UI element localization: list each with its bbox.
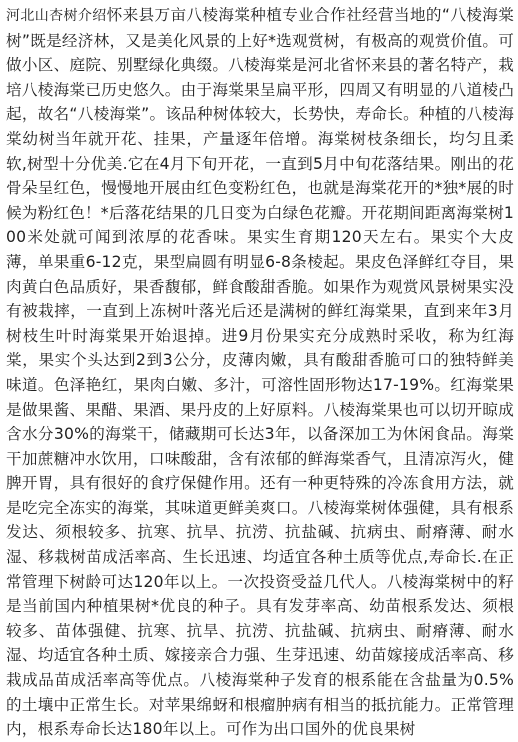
article-paragraph: 怀来县万亩八棱海棠种植专业合作社经营当地的“八棱海棠树”既是经济林，又是美化风景的上好*选观赏树，有极高的观赏价值。可做小区、庭院、别墅绿化典缀。八棱海棠是河北省怀来县的著名特产，栽培八棱海棠已历史悠久。由于海棠果呈扁平形，四周又有明显的八道棱凸起，故名“八棱海棠”。该品种树体较大，长势快，寿命长。种植的八棱海棠幼树当年就开花、挂果，产量逐年倍增。海棠树枝条细长，均匀且柔软,树型十分优美.它在4月下旬开花，一直到5月中旬花落结果。刚出的花骨朵呈红色，慢慢地开展由红色变粉红色，也就是海棠花开的*独*展的时候为粉红色！*后落花结果的几日变为白绿色花瓣。开花期间距离海棠树100米处就可闻到浓厚的花香味。果实生育期120天左右。果实个大皮薄，单果重6-12克，果型扁圆有明显6-8条棱起。果皮色泽鲜红夺目，果肉黄白色品质好，果香馥郁，鲜食酸甜香脆。如果作为观赏风景树果实没有被栽摔，一直到上冻树叶落光后还是满树的鲜红海棠果，直到来年3月树枝生叶时海棠果开始退掉。进9月份果实充分成熟时采收，称为红海棠，果实个头达到2到3公分，皮薄肉嫩，具有酸甜香脆可口的独特鲜美味道。色泽艳红，果肉白嫩、多汁，可溶性固形物达17-19%。红海棠果是做果酱、果醋、果酒、果丹皮的上好原料。八棱海棠果也可以切开晾成含水分30%的海棠干，储藏期可长达3年，以备深加工为休闲食品。海棠干加蔗糖冲水饮用，口味酸甜，含有浓郁的鲜海棠香气，且清凉泻火，健脾开胃，具有很好的食疗保健作用。还有一种更特殊的冷冻食用方法，就是吃完全冻实的海棠，其味道更鲜美爽口。八棱海棠树体强健，具有根系发达、须根较多、抗寒、抗旱、抗涝、抗盐碱、抗病虫、耐瘠薄、耐水湿、移栽树苗成活率高、生长迅速、均适宜各种土质等优点,寿命长.在正常管理下树龄可达120年以上。一次投资受益几代人。八棱海棠树中的籽是当前国内种植果树*优良的种子。具有发芽率高、幼苗根系发达、须根较多、苗体强健、抗寒、抗旱、抗涝、抗盐碱、抗病虫、耐瘠薄、耐水湿、均适宜各种土质、嫁接亲合力强、生芽迅速、幼苗嫁接成活率高、移栽成品苗成活率高等优点。八棱海棠种子发育的根系能在含盐量为0.5%的土壤中正常生长。对苹果绵蚜和根瘤肿病有相当的抵抗能力。正常管理内，根系寿命长达180年以上。可作为出口国外的优良果树 (6, 6, 515, 739)
article-text (6, 3, 515, 739)
article-lead: 河北山杏树介绍 (6, 8, 107, 24)
